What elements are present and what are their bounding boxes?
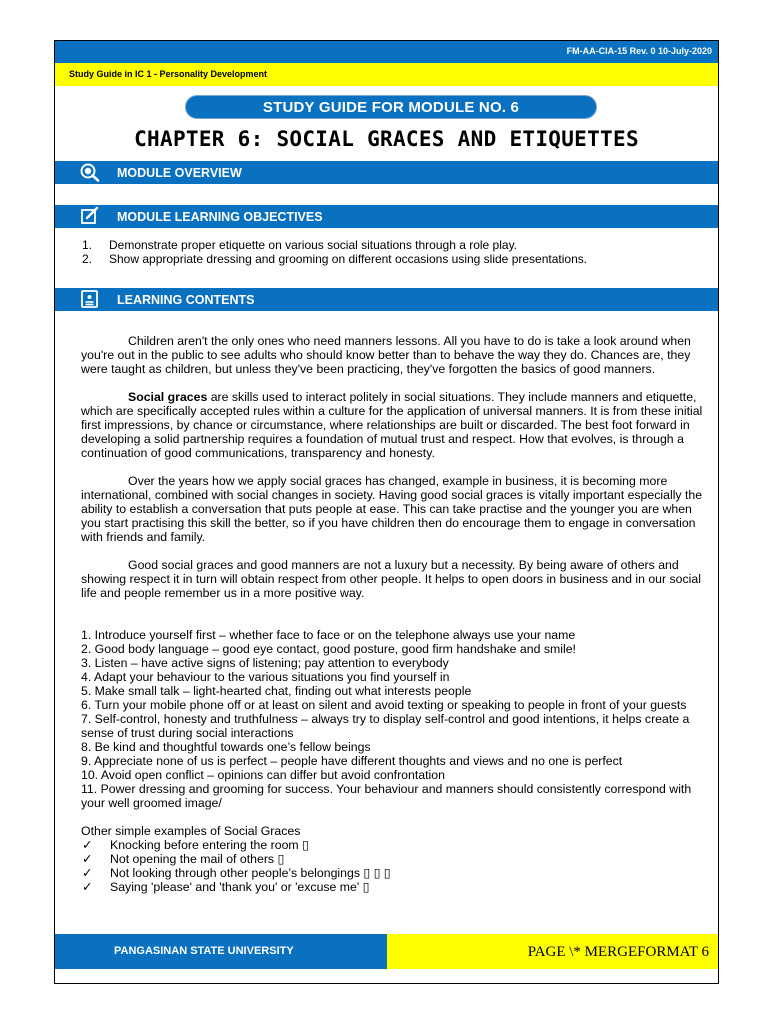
objective-number: 2. <box>82 252 93 266</box>
section-objectives-label: MODULE LEARNING OBJECTIVES <box>117 210 323 224</box>
form-code: FM-AA-CIA-15 Rev. 0 10-July-2020 <box>566 46 712 56</box>
paragraph: Over the years how we apply social graces has changed, example in business, it is becoming more international, combined with social changes in society. Having good social graces is vitally important especially the ability to establish a conversation that puts people at ease. This can take practise and the younger you are when you start practising this skill the better, so if you have children then do encourage them to engage in conversation with friends and family. <box>81 474 703 544</box>
paragraph: Children aren't the only ones who need manners lessons. All you have to do is take a look around when you're out in the public to see adults who should know better than to behave the way they do. Chances are, they were taught as children, but unless they've been practicing, they've forgotten the basics of good manners. <box>81 334 691 376</box>
guide-title-bar <box>55 63 718 86</box>
list-item: 11. Power dressing and grooming for success. Your behaviour and manners should consistently correspond with your well groomed image/ <box>81 782 692 810</box>
objective-number: 1. <box>82 238 93 252</box>
learning-contents <box>81 334 713 894</box>
list-item: 1. Introduce yourself first – whether face to face or on the telephone always use your name <box>81 628 576 642</box>
objective-text: Show appropriate dressing and grooming on different occasions using slide presentations. <box>109 252 588 266</box>
checkmark-icon: ✓ <box>82 852 93 866</box>
header-bar <box>55 41 718 63</box>
term-social-graces: Social graces <box>128 390 208 404</box>
checkmark-icon: ✓ <box>82 838 93 852</box>
list-item: 2. Good body language – good eye contact, good posture, good firm handshake and smile! <box>81 642 576 656</box>
section-overview-label: MODULE OVERVIEW <box>117 166 242 180</box>
list-item: 4. Adapt your behaviour to the various situations you find yourself in <box>81 670 450 684</box>
list-item: 8. Be kind and thoughtful towards one’s fellow beings <box>81 740 371 754</box>
list-item: 7. Self-control, honesty and truthfulness – always try to display self-control and good intentions, it helps create a sense of trust during social interactions <box>81 712 690 740</box>
checkmark-icon: ✓ <box>82 866 93 880</box>
footer-page <box>387 934 718 969</box>
objective-text: Demonstrate proper etiquette on various social situations through a role play. <box>109 238 518 252</box>
university-name: PANGASINAN STATE UNIVERSITY <box>114 945 294 957</box>
module-label-pill <box>185 95 597 119</box>
list-item: 3. Listen – have active signs of listening; pay attention to everybody <box>81 656 449 670</box>
list-item: ✓ Knocking before entering the room ▯ <box>82 838 309 852</box>
footer-university <box>55 934 387 969</box>
list-item: 6. Turn your mobile phone off or at least on silent and avoid texting or speaking to people in front of your guests <box>81 698 687 712</box>
tips-list <box>81 628 713 810</box>
list-item: 9. Appreciate none of us is perfect – people have different thoughts and views and no one is perfect <box>81 754 623 768</box>
examples-list <box>81 838 713 894</box>
section-contents-label: LEARNING CONTENTS <box>117 293 255 307</box>
objectives-list <box>82 238 712 266</box>
document-icon <box>79 289 101 309</box>
module-label: STUDY GUIDE FOR MODULE NO. 6 <box>262 98 520 116</box>
examples-heading: Other simple examples of Social Graces <box>81 824 301 838</box>
list-item: 5. Make small talk – light-hearted chat, finding out what interests people <box>81 684 472 698</box>
magnifier-icon <box>79 162 101 182</box>
paragraph: Good social graces and good manners are not a luxury but a necessity. By being aware of others and showing respect it in turn will obtain respect from other people. It helps to open doors in business and in our social life and people remember us in a more positive way. <box>81 558 701 600</box>
guide-title: Study Guide in IC 1 - Personality Development <box>69 69 268 79</box>
chapter-title: CHAPTER 6: SOCIAL GRACES AND ETIQUETTES <box>134 127 639 151</box>
list-item: ✓ Saying 'please' and 'thank you' or 'excuse me' ▯ <box>82 880 370 894</box>
section-contents <box>55 288 718 311</box>
list-item: 10. Avoid open conflict – opinions can differ but avoid confrontation <box>81 768 445 782</box>
section-overview <box>55 161 718 184</box>
section-objectives <box>55 205 718 228</box>
edit-icon <box>79 206 101 226</box>
list-item: ✓ Not looking through other people’s belongings ▯ ▯ ▯ <box>82 866 391 880</box>
objective-item <box>82 238 712 252</box>
checkmark-icon: ✓ <box>82 880 93 894</box>
paragraph: Social graces are skills used to interact politely in social situations. They include manners and etiquette, which are specifically accepted rules within a culture for the application of universal manners. It is from these initial first impressions, by chance or circumstance, where relationships are built or discarded. The best foot forward in developing a solid partnership requires a foundation of mutual trust and respect. How that evolves, is through a continuation of good communications, transparency and honesty. <box>81 390 703 460</box>
page-number: PAGE \* MERGEFORMAT 6 <box>527 944 709 960</box>
objective-item <box>82 252 712 266</box>
list-item: ✓ Not opening the mail of others ▯ <box>82 852 285 866</box>
